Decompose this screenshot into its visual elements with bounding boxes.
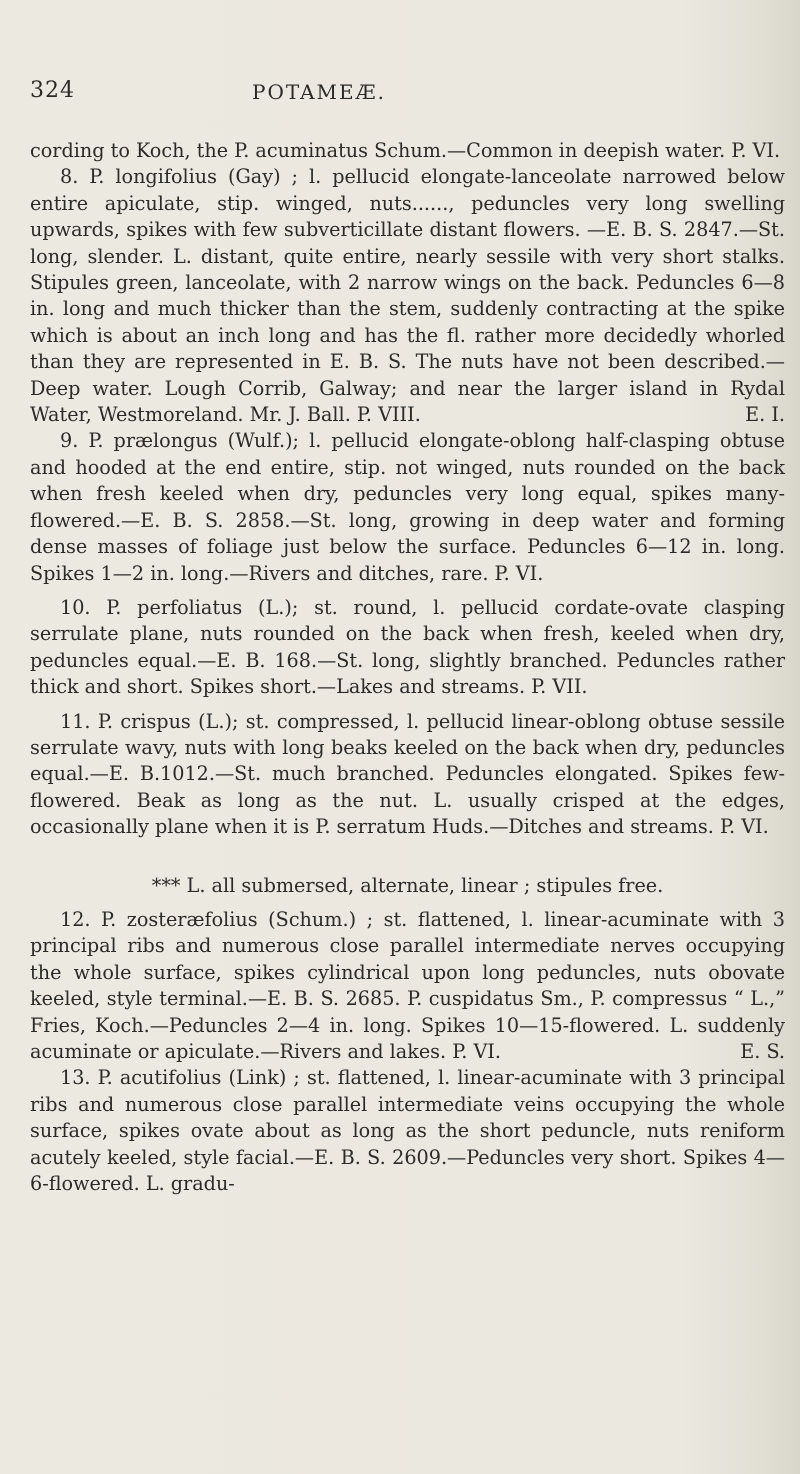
species-10-paragraph: 10. P. perfoliatus (L.); st. round, l. pellucid cordate-ovate clasping serrulate plane, nuts rounded on the back when fresh, keeled when dry, peduncles equal.—E. B. 168.—St. long, slightly branched. Peduncles rather thick and short. Spikes short.—Lakes and streams. P. VII.: [30, 595, 785, 699]
species-9-paragraph: 9. P. prælongus (Wulf.); l. pellucid elongate-oblong half-clasping obtuse and hooded at the end entire, stip. not winged, nuts rounded on the back when fresh keeled when dry, peduncles very long equal, spikes many-flowered.—E. B. S. 2858.—St. long, growing in deep water and forming dense masses of foliage just below the surface. Peduncles 6—12 in. long. Spikes 1—2 in. long.—Rivers and ditches, rare. P. VI.: [30, 429, 785, 585]
species-12-paragraph: [30, 907, 785, 1065]
species-8-distribution: E. I.: [745, 403, 785, 427]
species-12-text: 12. P. zosteræfolius (Schum.) ; st. flattened, l. linear-acuminate with 3 principal ribs and numerous close parallel intermediate nerves occupying the whole surface, spikes cylindrical upon long peduncles, nuts obovate keeled, style terminal.—E. B. S. 2685. P. cuspidatus Sm., P. compressus “ L.,” Fries, Koch.—Peduncles 2—4 in. long. Spikes 10—15-flowered. L. suddenly acuminate or apiculate.—Rivers and lakes. P. VI.: [30, 907, 785, 1063]
species-13-paragraph: 13. P. acutifolius (Link) ; st. flattened, l. linear-acuminate with 3 principal ribs and numerous close parallel intermediate veins occupying the whole surface, spikes ovate about as long as the short peduncle, nuts reniform acutely keeled, style facial.—E. B. S. 2609.—Peduncles very short. Spikes 4—6-flowered. L. gradu-: [30, 1066, 785, 1196]
paragraph-continuation: cording to Koch, the P. acuminatus Schum.—Common in deepish water. P. VI.: [30, 139, 781, 162]
species-8-paragraph: [30, 164, 785, 428]
running-title: POTAMEÆ.: [252, 80, 386, 104]
species-8-text: 8. P. longifolius (Gay) ; l. pellucid elongate-lanceolate narrowed below entire apiculate, stip. winged, nuts......, peduncles very long swelling upwards, spikes with few subverticillate distant flowers. —E. B. S. 2847.—St. long, slender. L. distant, quite entire, nearly sessile with very short stalks. Stipules green, lanceolate, with 2 narrow wings on the back. Peduncles 6—8 in. long and much thicker than the stem, suddenly contracting at the spike which is about an inch long and has the fl. rather more decidedly whorled than they are represented in E. B. S. The nuts have not been described.—Deep water. Lough Corrib, Galway; and near the larger island in Rydal Water, Westmoreland. Mr. J. Ball. P. VIII.: [30, 165, 785, 427]
body-text: [30, 138, 785, 1197]
species-11-paragraph: 11. P. crispus (L.); st. compressed, l. pellucid linear-oblong obtuse sessile serrulate wavy, nuts with long beaks keeled on the back when dry, peduncles equal.—E. B.1012.—St. much branched. Peduncles elongated. Spikes few-flowered. Beak as long as the nut. L. usually crisped at the edges, occasionally plane when it is P. serratum Huds.—Ditches and streams. P. VI.: [30, 709, 785, 839]
running-head: [30, 78, 790, 108]
section-heading: *** L. all submersed, alternate, linear ; stipules free.: [151, 873, 664, 897]
species-12-distribution: E. S.: [740, 1040, 785, 1063]
page-number: 324: [30, 78, 75, 103]
